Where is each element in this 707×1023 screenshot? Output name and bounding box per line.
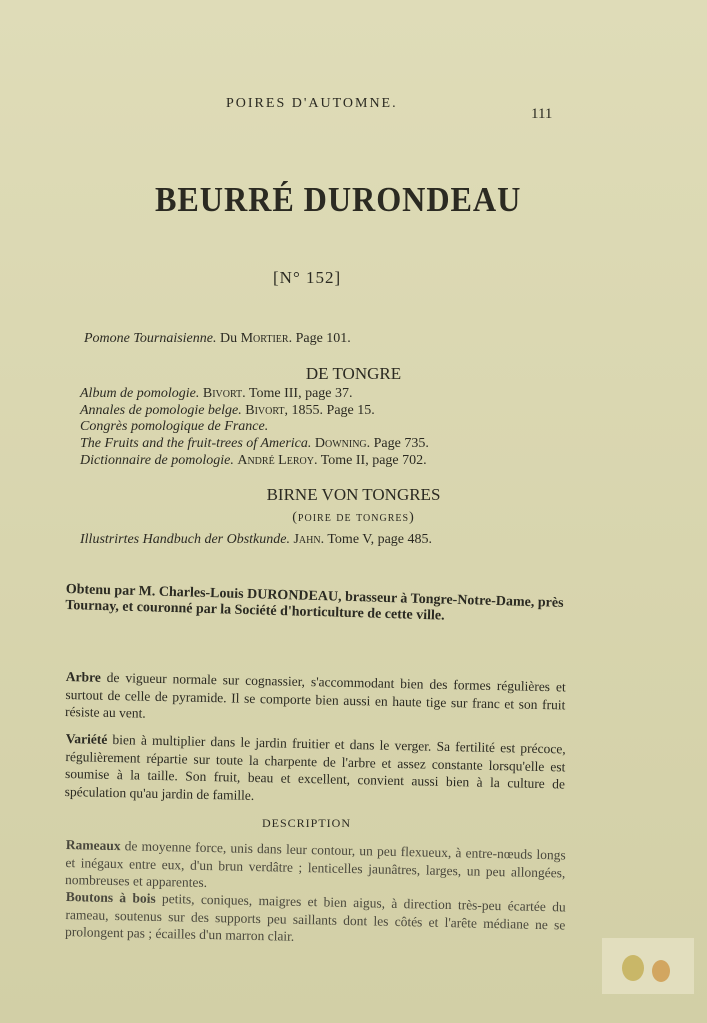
- entry-number: [N° 152]: [273, 268, 342, 287]
- rameaux-paragraph: Rameaux de moyenne force, unis dans leur contour, un peu flexueux, à entre-nœuds longs et inégaux entre eux, d'un brun verdâtre ; lenticelles jaunâtres, larges, un peu allongées, nombreuses et apparentes.: [64, 836, 566, 890]
- arbre-paragraph: Arbre de vigueur normale sur cognassier, s'accommodant bien des formes régulières et surtout de celle de pyramide. Il se comporte bien aussi en haute tige sur franc et son fruit résiste au vent.: [64, 668, 566, 721]
- paragraph-label: Rameaux: [65, 836, 121, 854]
- synonym-subheading: (poire de tongres): [292, 510, 415, 525]
- synonym-ref: Dictionnaire de pomologie. André Leroy. Tome II, page 702.: [80, 453, 427, 468]
- paragraph-label: Boutons à bois: [65, 888, 156, 906]
- synonym-ref: The Fruits and the fruit-trees of America. Downing. Page 735.: [80, 436, 429, 451]
- synonym-heading-de-tongre: DE TONGRE: [305, 364, 402, 383]
- running-head: POIRES D'AUTOMNE.: [226, 96, 398, 111]
- corner-logo: [602, 938, 694, 994]
- synonym-heading-birne: BIRNE VON TONGRES: [266, 485, 441, 504]
- entry-title: BEURRÉ DURONDEAU: [155, 180, 522, 219]
- variete-paragraph: Variété bien à multiplier dans le jardin fruitier et dans le verger. Sa fertilité est précoce, régulièrement répartie sur toute la charpente de l'arbre et assez constante lorsqu'elle est soumise à la taille. Son fruit, beau et excellent, convient aussi bien à la culture de spéculation qu'au jardin de famille.: [64, 730, 566, 803]
- paragraph-label: Variété: [65, 730, 108, 747]
- synonym-author: Mortier: [240, 331, 289, 346]
- paragraph-label: Arbre: [65, 668, 101, 685]
- synonym-work: Pomone Tournaisienne.: [84, 331, 217, 346]
- origin-paragraph: Obtenu par M. Charles-Louis DURONDEAU, brasseur à Tongre-Notre-Dame, près Tournay, et couronné par la Société d'horticulture de cette ville.: [65, 582, 564, 624]
- fruit-logo-icon: [622, 955, 644, 981]
- synonym-ref: Annales de pomologie belge. Bivort, 1855. Page 15.: [80, 403, 375, 418]
- synonym-ref: Congrès pomologique de France.: [80, 419, 269, 434]
- synonym-ref: Illustrirtes Handbuch der Obstkunde. Jahn. Tome V, page 485.: [80, 532, 433, 547]
- boutons-paragraph: Boutons à bois petits, coniques, maigres et bien aigus, à direction très-peu écartée du rameau, soutenus sur des supports peu saillants dont les côtés et l'arête médiane ne se prolongent pas ; écailles d'un marron clair.: [64, 888, 566, 944]
- fruit-logo-icon: [652, 960, 670, 982]
- page-number: 111: [531, 106, 553, 122]
- synonym-ref: Album de pomologie. Bivort. Tome III, page 37.: [80, 386, 353, 401]
- synonym-line-pomone: Pomone Tournaisienne. Du Mortier. Page 101.: [84, 331, 351, 346]
- description-heading: DESCRIPTION: [262, 816, 352, 830]
